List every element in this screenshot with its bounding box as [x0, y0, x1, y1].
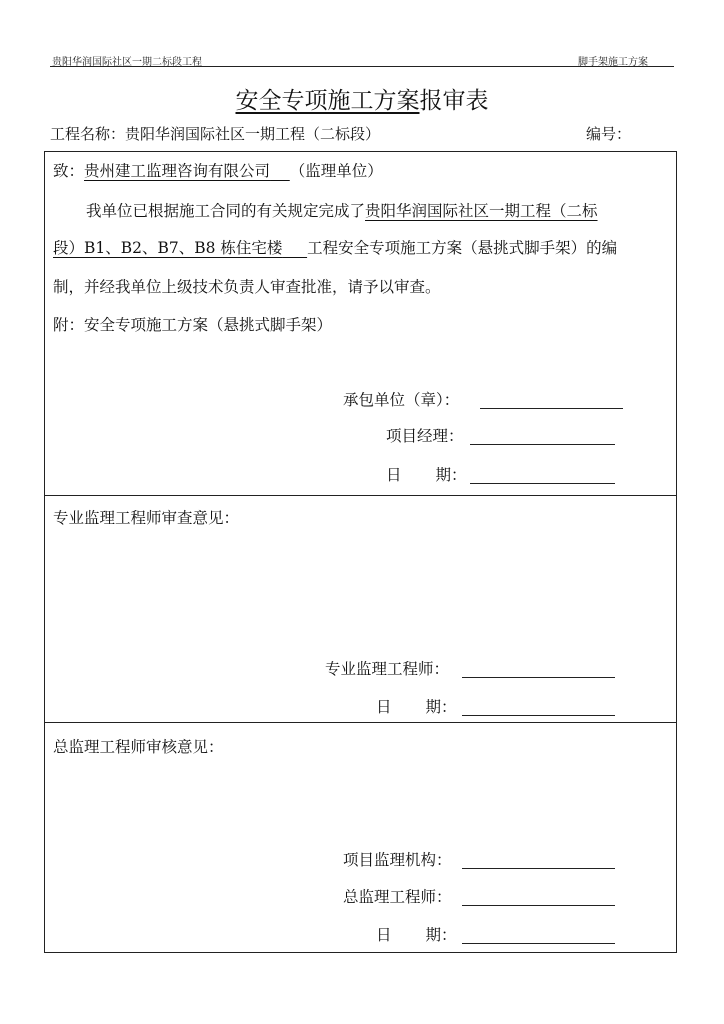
supervisor-review-section — [44, 495, 677, 723]
body-post: 工程安全专项施工方案（悬挑式脚手架）的编 — [307, 239, 618, 257]
date-line-2 — [462, 715, 615, 716]
engineer-label: 专业监理工程师： — [325, 660, 450, 678]
body-pre: 我单位已根据施工合同的有关规定完成了 — [86, 202, 366, 220]
header-doc-type: 脚手架施工方案 — [578, 57, 648, 68]
attachment-line: 附：安全专项施工方案（悬挑式脚手架） — [53, 316, 333, 334]
supervisor-review-heading: 专业监理工程师审查意见： — [53, 509, 240, 527]
manager-label: 项目经理： — [386, 427, 464, 445]
body-project-1: 贵阳华润国际社区一期工程（二标 — [365, 202, 598, 220]
to-suffix: （监理单位） — [289, 162, 383, 180]
contractor-signature-line — [480, 408, 623, 409]
date-line-3 — [462, 943, 615, 944]
to-label: 致： — [53, 162, 85, 180]
date-label-2: 日 期： — [376, 698, 457, 716]
body-line-3: 制，并经我单位上级技术负责人审查批准，请予以审查。 — [53, 278, 441, 296]
chief-review-section — [44, 722, 677, 953]
engineer-signature-line — [462, 677, 615, 678]
manager-signature-line — [470, 444, 615, 445]
header-rule — [50, 66, 674, 67]
body-line-2 — [53, 241, 617, 257]
project-name-line — [50, 123, 380, 144]
project-label: 工程名称： — [50, 125, 126, 143]
contractor-label: 承包单位（章）： — [343, 391, 460, 409]
to-value: 贵州建工监理咨询有限公司 — [84, 162, 271, 180]
project-value: 贵阳华润国际社区一期工程（二标段） — [125, 125, 381, 143]
date-label-1: 日 期： — [386, 466, 467, 484]
title-rest: 报审表 — [419, 88, 489, 114]
number-label: 编号： — [586, 125, 632, 143]
org-label: 项目监理机构： — [343, 851, 452, 869]
body-project-2: 段）B1、B2、B7、B8 栋住宅楼 — [53, 239, 283, 257]
title-underlined: 安全专项施工方案 — [235, 88, 420, 114]
chief-signature-line — [462, 905, 615, 906]
date-line-1 — [470, 483, 615, 484]
chief-label: 总监理工程师： — [343, 888, 452, 906]
date-label-3: 日 期： — [376, 926, 457, 944]
body-line-1 — [86, 204, 598, 220]
addressee-line — [53, 164, 383, 180]
org-signature-line — [462, 868, 615, 869]
chief-review-heading: 总监理工程师审核意见： — [53, 738, 224, 756]
page-title — [0, 82, 724, 115]
header-project: 贵阳华润国际社区一期二标段工程 — [52, 57, 202, 68]
